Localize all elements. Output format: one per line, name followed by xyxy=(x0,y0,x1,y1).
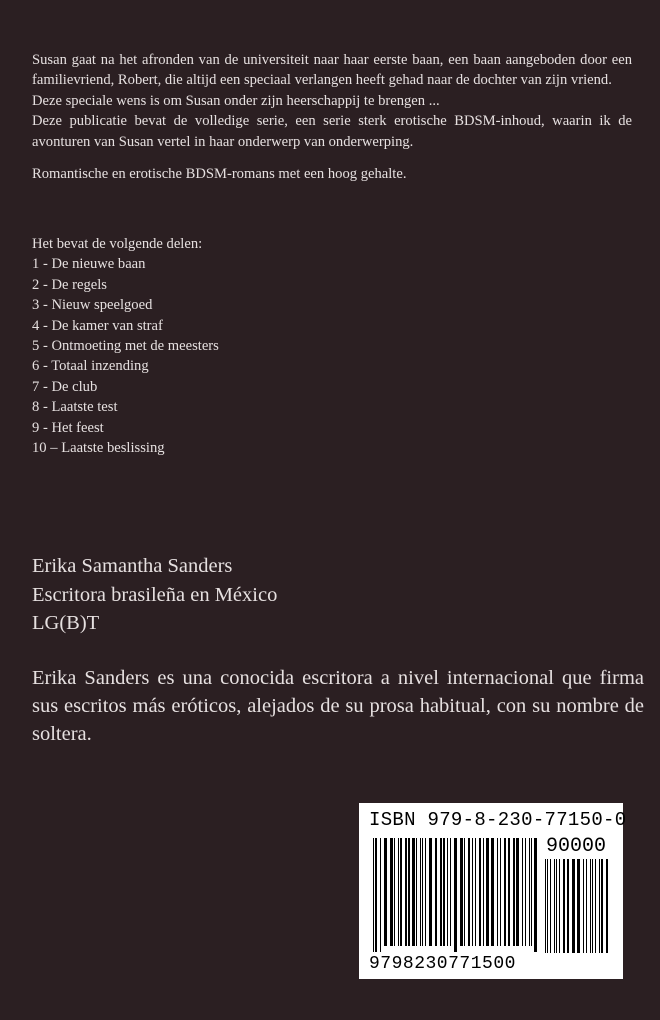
blurb-paragraph: Deze speciale wens is om Susan onder zijn heerschappij te brengen ... xyxy=(32,92,440,109)
barcode-bar xyxy=(460,838,463,946)
barcode-bar xyxy=(529,838,530,946)
barcode-bar xyxy=(590,859,591,953)
list-item: 10 – Laatste beslissing xyxy=(32,440,165,457)
barcode-bar xyxy=(398,838,399,946)
barcode-bar xyxy=(583,859,584,953)
barcode-bar xyxy=(464,838,465,946)
isbn-label: ISBN 979-8-230-77150-0 xyxy=(369,809,627,831)
barcode-bar xyxy=(513,838,515,946)
barcode-bar xyxy=(595,859,596,953)
barcode-bar xyxy=(508,838,510,946)
barcode-bar xyxy=(534,838,537,952)
barcode-bar xyxy=(454,838,457,952)
list-item: 7 - De club xyxy=(32,378,98,395)
barcode-bar xyxy=(408,838,410,946)
author-tag: LG(B)T xyxy=(32,612,100,634)
barcode-bar xyxy=(550,859,551,953)
barcode-bar xyxy=(491,838,494,946)
blurb-tagline: Romantische en erotische BDSM-romans met een hoog gehalte. xyxy=(32,166,407,183)
list-item: 9 - Het feest xyxy=(32,419,104,436)
back-cover-blurb xyxy=(32,50,632,184)
barcode-bar xyxy=(475,838,476,946)
barcode-bar xyxy=(380,838,381,952)
ean-bars xyxy=(373,838,539,952)
barcode-bar xyxy=(522,838,523,946)
barcode-bar xyxy=(606,859,608,953)
parts-list xyxy=(32,234,219,458)
barcode-bar xyxy=(556,859,557,953)
barcode-bar xyxy=(601,859,603,953)
barcode-bar xyxy=(373,838,374,952)
list-item: 8 - Laatste test xyxy=(32,399,118,416)
barcode-bar xyxy=(479,838,481,946)
barcode-bar xyxy=(483,838,484,946)
author-bio: Erika Sanders es una conocida escritora a nivel internacional que firma sus escritos más eróticos, alejados de su prosa habitual, con su nombre de soltera. xyxy=(32,667,644,746)
barcode-bar xyxy=(572,859,575,953)
barcode-bar xyxy=(405,838,407,946)
parts-heading: Het bevat de volgende delen: xyxy=(32,236,203,252)
barcode-bar xyxy=(472,838,473,946)
barcode-bar xyxy=(384,838,387,946)
barcode-bar xyxy=(547,859,548,953)
barcode-bar xyxy=(375,838,377,952)
ean-digits: 9798230771500 xyxy=(369,954,516,974)
barcode-bar xyxy=(516,838,519,946)
barcode-bar xyxy=(429,838,432,946)
barcode-bar xyxy=(567,859,569,953)
barcode-bar xyxy=(525,838,526,946)
barcode-bar xyxy=(412,838,415,946)
barcode-bar xyxy=(486,838,489,946)
barcode-bar xyxy=(559,859,560,953)
author-description: Escritora brasileña en México xyxy=(32,583,278,606)
barcode-bar xyxy=(394,838,395,946)
barcode-bar xyxy=(545,859,546,953)
barcode-bar xyxy=(400,838,402,946)
list-item: 6 - Totaal inzending xyxy=(32,358,149,375)
barcode-bar xyxy=(468,838,470,946)
barcode-bar xyxy=(425,838,426,946)
barcode-bar xyxy=(420,838,421,946)
barcode-bar xyxy=(586,859,587,953)
list-item: 3 - Nieuw speelgoed xyxy=(32,297,153,314)
barcode-bar xyxy=(447,838,448,946)
isbn-barcode xyxy=(359,803,627,979)
barcode-bar xyxy=(443,838,445,946)
barcode-bar xyxy=(390,838,393,946)
barcode-bar xyxy=(554,859,555,953)
barcode-bar xyxy=(563,859,565,953)
barcode-bar xyxy=(504,838,506,946)
list-item: 5 - Ontmoeting met de meesters xyxy=(32,338,219,355)
barcode-bar xyxy=(577,859,580,953)
price-code: 90000 xyxy=(546,835,607,858)
barcode-bar xyxy=(416,838,417,946)
list-item: 4 - De kamer van straf xyxy=(32,317,163,334)
blurb-paragraph: Deze publicatie bevat de volledige serie, een serie sterk erotische BDSM-inhoud, waarin ik de avonturen van Susan vertel in haar onderwerp van onderwerping. xyxy=(32,113,632,150)
barcode-bar xyxy=(450,838,451,946)
blurb-paragraph: Susan gaat na het afronden van de universiteit naar haar eerste baan, een baan aangeboden door een familievriend, Robert, die altijd een speciaal verlangen heeft gehad naar de dochter van zijn vriend. xyxy=(32,52,632,89)
list-item: 2 - De regels xyxy=(32,276,107,293)
barcode-bar xyxy=(497,838,498,946)
author-block xyxy=(32,552,277,638)
barcode-bar xyxy=(440,838,442,946)
barcode-bar xyxy=(422,838,423,946)
addon-bars xyxy=(545,859,609,953)
author-name: Erika Samantha Sanders xyxy=(32,555,233,577)
barcode-bar xyxy=(599,859,600,953)
barcode-bar xyxy=(435,838,437,946)
barcode-bar xyxy=(500,838,501,946)
barcode-bar xyxy=(531,838,532,946)
list-item: 1 - De nieuwe baan xyxy=(32,256,146,273)
barcode-bar xyxy=(592,859,593,953)
